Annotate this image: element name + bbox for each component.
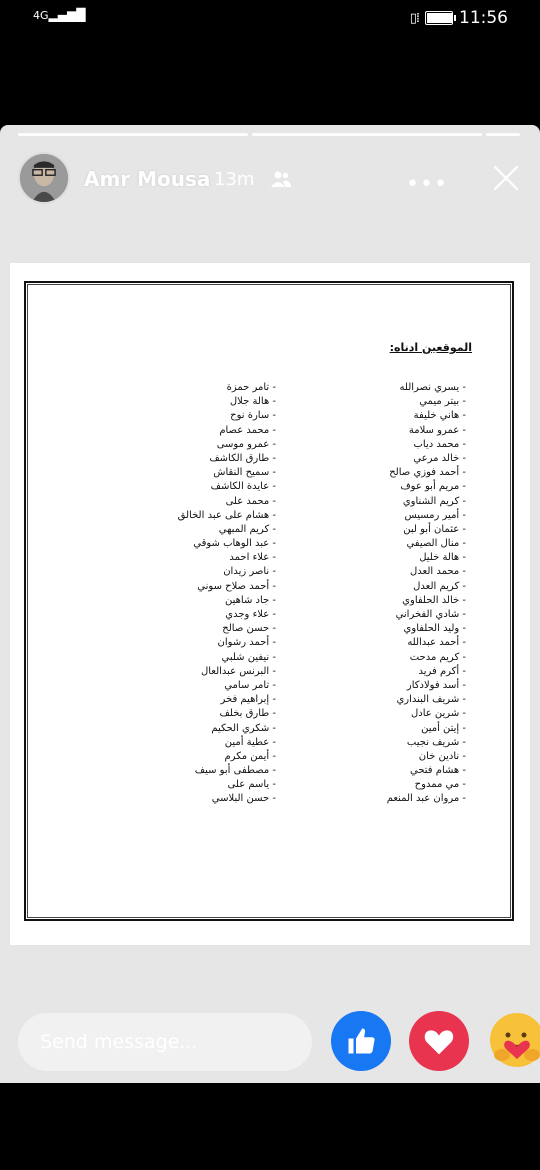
progress-segment [18,133,248,136]
signatory-name: - شادي الفخراني [395,609,466,620]
signatory-name: - بيتر ميمي [419,396,466,408]
signatory-name: - شرين عادل [411,708,466,720]
signatory-name: - محمد العدل [410,566,466,578]
battery-icon [425,11,453,25]
signatory-name: - منال الصيفي [406,538,466,550]
signatory-name: - طارق الكاشف [209,452,276,464]
signatory-name: - نيفين شلبي [221,651,276,663]
signatory-name: - هالة خليل [419,552,466,564]
signatory-name: - علاء وجدي [225,609,276,620]
status-time: 11:56 [459,8,508,28]
story-progress [18,133,520,136]
signatory-name: - هاني خليفة [413,410,466,422]
signatory-name: - أحمد صلاح سوني [197,580,276,592]
signatory-name: - أحمد رشوان [217,637,276,649]
signatory-name: - مروان عبد المنعم [386,793,466,805]
story-header [18,152,520,204]
vibrate-icon: ▯⁞ [409,10,419,26]
signatory-name: - مصطفى أبو سيف [194,765,276,777]
signatory-name: - أسد فولادكار [406,679,466,691]
signatory-name: - حسن البلاسي [211,793,276,805]
signatory-name: - أمير رمسيس [404,509,466,521]
status-right [410,8,508,28]
signatory-name: - تامر حمزة [226,382,276,393]
story-footer [0,1003,540,1073]
signatory-name: - عبد الوهاب شوقي [193,538,276,550]
signatory-name: - شريف نجيب [406,736,466,748]
signatory-name: - أحمد فوزي صالح [389,467,466,479]
heart-icon [423,1026,455,1056]
signatory-name: - شكري الحكيم [211,722,276,734]
signatory-name: - ياسم على [227,779,276,791]
signatory-name: - هشام فتحي [410,765,466,777]
signatory-name: - مي ممدوح [414,779,466,791]
signatory-name: - عمرو سلامة [408,424,466,436]
signatory-name: - محمد دياب [413,438,466,450]
battery-fill [427,13,453,23]
signatory-name: - هالة جلال [229,396,276,408]
signatory-name: - حسن صالح [222,623,276,635]
post-time: 13m [214,169,255,190]
document-frame [24,281,514,921]
user-name[interactable]: Amr Mousa [84,167,211,191]
avatar[interactable] [18,152,70,204]
signatory-name: - مريم أبو عوف [400,481,466,493]
love-button[interactable] [409,1011,469,1071]
signatory-name: - عايدة الكاشف [210,481,276,493]
signatory-name: - طارق بخلف [219,708,276,720]
close-icon[interactable] [492,164,520,192]
care-button[interactable] [486,1009,540,1071]
signatory-name: - محمد عصام [219,424,276,436]
signatory-name: - تامر سامي [224,679,276,691]
thumbs-up-icon [346,1026,376,1056]
signatory-name: - عمرو موسى [216,438,276,450]
signatory-name: - أكرم فريد [418,665,466,677]
message-input[interactable] [18,1013,312,1071]
signatories-right-column [387,381,466,807]
progress-segment [486,133,520,136]
more-icon[interactable]: ••• [406,172,448,197]
signatory-name: - جاد شاهين [225,594,276,606]
signatory-name: - كريم العدل [413,580,466,592]
signatory-name: - كريم المبهي [218,523,276,535]
signatory-name: - خالد الحلفاوي [402,594,466,606]
signatory-name: - أحمد عبدالله [407,637,466,649]
care-emoji-icon [486,1009,540,1071]
navigation-bar [0,1083,540,1170]
signatory-name: - عطية أمين [224,736,276,748]
signatory-name: - إيتن أمين [421,722,466,734]
signatory-name: - هشام على عبد الخالق [177,509,276,521]
document-heading: الموقعين ادناه: [389,341,472,354]
friends-icon [270,170,292,188]
story-viewer[interactable] [0,125,540,1083]
signatory-name: - كريم مدحت [409,651,466,663]
signatory-name: - عثمان أبو لبن [403,523,466,535]
signatory-name: - سارة نوح [230,410,276,422]
signatory-name: - نادين خان [418,750,466,762]
signatory-name: - سميح النقاش [213,467,276,479]
signatory-name: - ناصر زيدان [223,566,276,578]
signal-icon: 4G▂▄▆█ [33,8,86,22]
signatories-left-column [178,381,276,807]
signatory-name: - علاء احمد [229,552,276,564]
signatory-name: - إبراهيم فخر [220,694,276,706]
signatory-name: - محمد على [225,495,276,507]
signatory-name: - يسري نصرالله [399,382,466,393]
progress-segment [252,133,482,136]
signatory-name: - البرنس عبدالعال [200,665,276,677]
network-type: 4G [33,9,49,22]
signatory-name: - كريم الشناوي [402,495,466,507]
status-bar [0,0,540,40]
signatory-name: - خالد مرعي [413,452,466,464]
signatory-name: - شريف البنداري [396,694,466,706]
story-image [10,263,530,945]
avatar-image [20,154,68,202]
signatory-name: - وليد الحلفاوي [403,623,466,635]
signatory-name: - أيمن مكرم [224,750,276,762]
like-button[interactable] [331,1011,391,1071]
